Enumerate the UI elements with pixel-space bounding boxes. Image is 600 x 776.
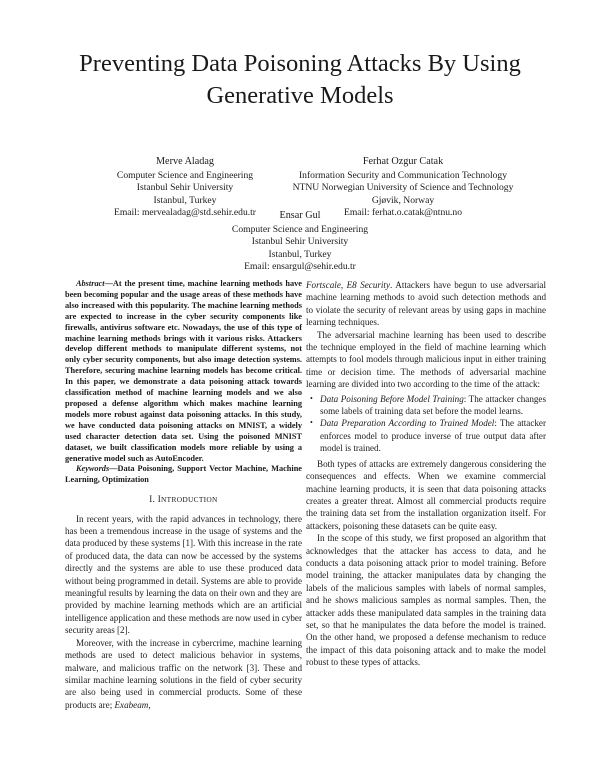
section-number: I. xyxy=(149,494,156,505)
author-block-3 xyxy=(200,210,400,274)
abstract xyxy=(65,279,302,464)
intro-paragraph-2-italic: Exabeam, xyxy=(114,699,151,710)
bullet-icon: • xyxy=(310,393,313,403)
author-name: Ferhat Ozgur Catak xyxy=(362,156,444,167)
intro-paragraph-2-text: Moreover, with the increase in cybercrime, machine learning methods are used to detect malicious behavior in systems, malware, and malicious traffic on the network [3]. These and similar machine learning solutions in the field of cyber security are also being used in commercial products. Some of these products are; xyxy=(65,637,302,710)
list-item xyxy=(306,417,546,454)
intro-paragraph-1: In recent years, with the rapid advances in technology, there has been a tremendous increase in the usage of systems and the data produced by these systems [1]. With this increase in the rate of produced data, the data can now be accessed by the systems directly and the systems are able to use these produced data without being programmed in detail. Systems are able to provide meaningful results by learning the data on their own and they are provided by machine learning methods which are an artificial intelligence application and these methods are now used in cyber security areas [2]. xyxy=(65,513,302,636)
intro-paragraph-2 xyxy=(65,637,302,711)
author-dept: Computer Science and Engineering xyxy=(231,223,369,235)
continued-paragraph-text: . Attackers have begun to use adversarial machine learning methods to avoid such detection methods and to violate the security of relevant areas by using gaps in machine learning techniques. xyxy=(306,280,546,328)
attack-type-list xyxy=(306,393,546,455)
list-item-label: Data Poisoning Before Model Training xyxy=(320,393,464,404)
author-name: Ensar Gul xyxy=(279,210,321,221)
abstract-label: Abstract xyxy=(76,279,105,288)
author-city: Istanbul, Turkey xyxy=(268,248,332,260)
list-item xyxy=(306,393,546,418)
author-name: Merve Aladag xyxy=(156,156,214,167)
author-org: Istanbul Sehir University xyxy=(136,182,234,194)
section-heading-introduction xyxy=(65,493,302,506)
author-city: Gjøvik, Norway xyxy=(371,194,435,206)
keywords xyxy=(65,464,302,486)
author-dept: Computer Science and Engineering xyxy=(116,169,254,181)
paper-title: Preventing Data Poisoning Attacks By Using Generative Models xyxy=(79,50,521,109)
list-item-text: : The attacker enforces model to produce inverse of true output data after model is trained. xyxy=(320,418,546,454)
scope-paragraph: In the scope of this study, we first proposed an algorithm that acknowledges that the attacker has access to data, and he conducts a data poisoning attack prior to model training. Before model training, the attacker manipulates data by changing the labels of the malicious samples with labels of normal samples, and he shows malicious samples as normal samples. Then, the attacker adds these manipulated data samples in the training data set, so that he manipulates the data before the model is trained. On the other hand, we proposed a defense mechanism to reduce the impact of this data poisoning attack and to make the model robust to these types of attacks. xyxy=(306,533,546,668)
keywords-label: Keywords xyxy=(76,464,110,474)
section-title-rest: NTRODUCTION xyxy=(161,495,218,505)
abstract-text: —At the present time, machine learning methods have been becoming popular and the usage areas of these methods have also increased with this popularity. The machine learning methods are expected to increase in the cyber security components like firewalls, antivirus software etc. Nowadays, the use of this type of machine learning methods brings with it various risks. Attackers develop different methods to manipulate different systems, not only cyber security components, but also image detection systems. Therefore, securing machine learning models has become critical. In this paper, we demonstrate a data poisoning attack towards classification method of machine learning models and we also proposed a defense algorithm which makes machine learning models more robust against data poisoning attacks. In this study, we have conducted data poisoning attacks on MNIST, a widely used character detection data set. Using the poisoned MNIST dataset, we built classification models more reliable by using a generative model such as AutoEncoder. xyxy=(65,279,302,463)
product-names: Fortscale, E8 Security xyxy=(306,280,390,290)
author-email: Email: mervealadag@std.sehir.edu.tr xyxy=(113,207,257,219)
keywords-text: —Data Poisoning, Support Vector Machine, Machine Learning, Optimization xyxy=(65,464,302,485)
list-item-text: : The attacker changes some labels of training data set before the model learns. xyxy=(320,393,546,417)
author-city: Istanbul, Turkey xyxy=(153,194,217,206)
section-title-first: I xyxy=(157,494,162,505)
bullet-icon: • xyxy=(310,418,313,428)
list-item-label: Data Preparation According to Trained Model xyxy=(320,418,495,429)
author-email: Email: ensargul@sehir.edu.tr xyxy=(244,261,356,273)
author-email: Email: ferhat.o.catak@ntnu.no xyxy=(343,207,463,219)
threat-paragraph: Both types of attacks are extremely dangerous considering the consequences and effects. When we examine commercial machine learning products, it is seen that data poisoning attacks creates a greater threat. Almost all commercial products require the training data set from the installation organization itself. For attackers, poisoning these datasets can be quite easy. xyxy=(306,458,546,531)
right-column xyxy=(306,279,546,669)
left-column xyxy=(65,279,302,711)
adversarial-paragraph: The adversarial machine learning has been used to describe the technique employed in the field of machine learning which attempts to fool models through malicious input in either training time or decision time. The methods of adversarial machine learning are divided into two according to the time of the attack: xyxy=(306,329,546,390)
author-org: Istanbul Sehir University xyxy=(251,236,349,248)
author-org: NTNU Norwegian University of Science and Technology xyxy=(292,182,514,194)
author-dept: Information Security and Communication Technology xyxy=(298,169,508,181)
continued-paragraph xyxy=(306,279,546,329)
